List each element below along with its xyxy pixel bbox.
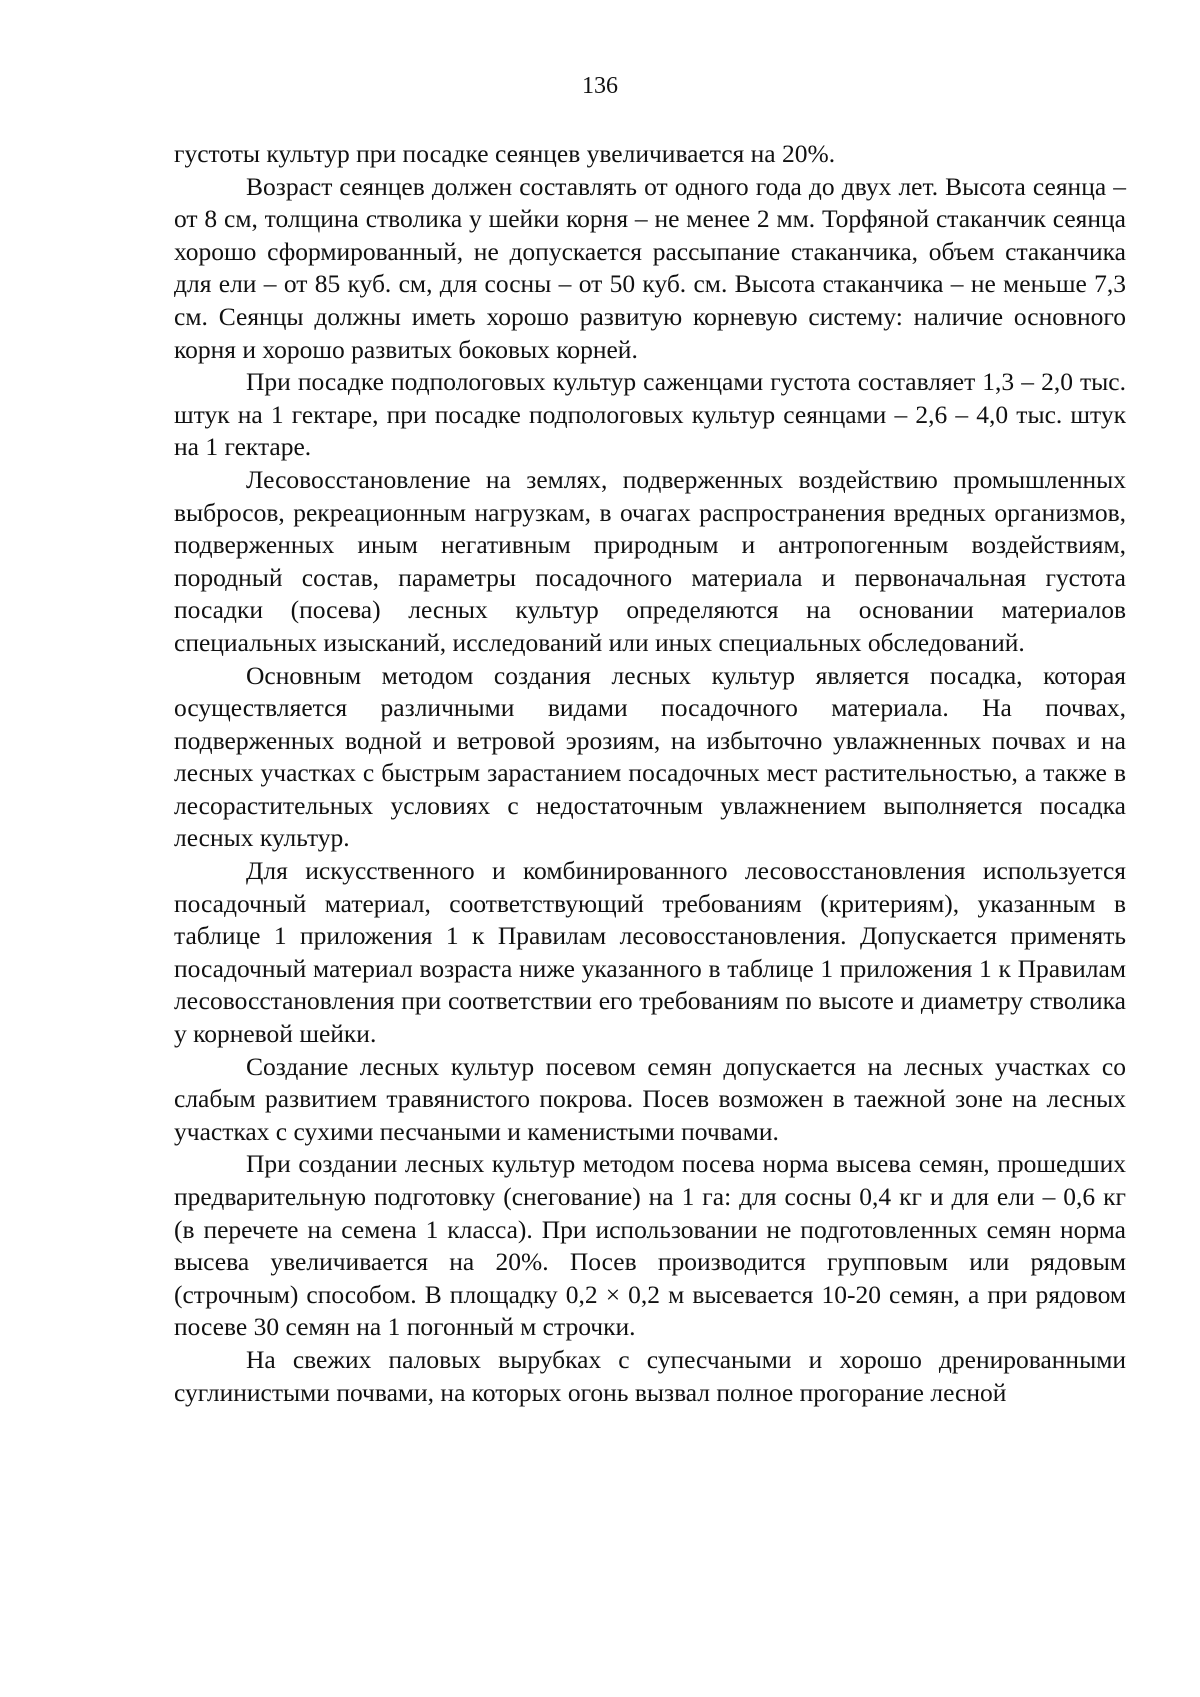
paragraph: Создание лесных культур посевом семян допускается на лесных участках со слабым развитием травянистого покрова. Посев возможен в таежной зоне на лесных участках с сухими песчаными и каменистыми почвами.: [174, 1051, 1126, 1146]
paragraph: Для искусственного и комбинированного лесовосстановления используется посадочный материал, соответствующий требованиям (критериям), указанным в таблице 1 приложения 1 к Правилам лесовосстановления. Допускается применять посадочный материал возраста ниже указанного в таблице 1 приложения 1 к Правилам лесовосстановления при соответствии его требованиям по высоте и диаметру стволика у корневой шейки.: [174, 856, 1126, 1049]
paragraph: Возраст сеянцев должен составлять от одного года до двух лет. Высота сеянца – от 8 см, толщина стволика у шейки корня – не менее 2 мм. Торфяной стаканчик сеянца хорошо сформированный, не допускается рассыпание стаканчика, объем стаканчика для ели – от 85 куб. см, для сосны – от 50 куб. см. Высота стаканчика – не меньше 7,3 см. Сеянцы должны иметь хорошо развитую корневую систему: наличие основного корня и хорошо развитых боковых корней.: [174, 171, 1126, 364]
paragraph: На свежих паловых вырубках с супесчаными и хорошо дренированными суглинистыми почвами, на которых огонь вызвал полное прогорание лесной: [174, 1344, 1126, 1407]
paragraph: При посадке подпологовых культур саженцами густота составляет 1,3 – 2,0 тыс. штук на 1 гектаре, при посадке подпологовых культур сеянцами – 2,6 – 4,0 тыс. штук на 1 гектаре.: [174, 367, 1126, 462]
page-number: 136: [582, 73, 618, 99]
paragraph: Лесовосстановление на землях, подверженных воздействию промышленных выбросов, рекреационным нагрузкам, в очагах распространения вредных организмов, подверженных иным негативным природным и антропогенным воздействиям, породный состав, параметры посадочного материала и первоначальная густота посадки (посева) лесных культур определяются на основании материалов специальных изысканий, исследований или иных специальных обследований.: [174, 464, 1126, 657]
paragraph: При создании лесных культур методом посева норма высева семян, прошедших предварительную подготовку (снегование) на 1 га: для сосны 0,4 кг и для ели – 0,6 кг (в перечете на семена 1 класса). При использовании не подготовленных семян норма высева увеличивается на 20%. Посев производится групповым или рядовым (строчным) способом. В площадку 0,2 × 0,2 м высевается 10-20 семян, а при рядовом посеве 30 семян на 1 погонный м строчки.: [174, 1149, 1126, 1342]
paragraph: густоты культур при посадке сеянцев увеличивается на 20%.: [174, 139, 836, 168]
body-text: [174, 138, 1126, 1409]
paragraph: Основным методом создания лесных культур является посадка, которая осуществляется различными видами посадочного материала. На почвах, подверженных водной и ветровой эрозиям, на избыточно увлажненных почвах и на лесных участках с быстрым зарастанием посадочных мест растительностью, а также в лесорастительных условиях с недостаточным увлажнением выполняется посадка лесных культур.: [174, 660, 1126, 853]
